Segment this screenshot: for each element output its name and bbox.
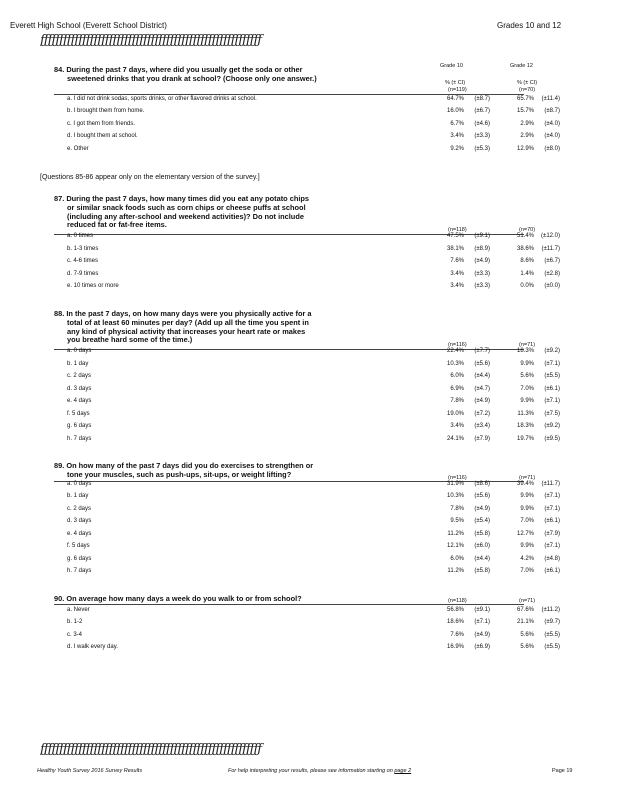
answer-row: [54, 556, 614, 569]
grade-12-ci: (±4.8): [544, 555, 560, 562]
grade-12-n: (n=71): [519, 475, 536, 481]
grade-10-percent: 9.2%: [450, 145, 464, 152]
answer-label: d. I walk every day.: [67, 644, 118, 651]
grade-12-percent: 4.2%: [520, 555, 534, 562]
question-89: [54, 462, 614, 581]
q89-rows: [54, 481, 614, 581]
answer-label: b. 1 day: [67, 360, 89, 367]
grade-10-ci: (±5.6): [474, 360, 490, 367]
grade-10-percent: 9.5%: [450, 518, 464, 525]
grade-10-percent: 47.5%: [446, 233, 464, 240]
answer-row: [54, 398, 614, 411]
answer-label: e. 4 days: [67, 530, 92, 537]
answer-row: [54, 258, 614, 271]
answer-label: g. 6 days: [67, 555, 92, 562]
grade-12-ci: (±11.2): [541, 606, 560, 613]
grade-12-percent: 9.9%: [520, 505, 534, 512]
grade-10-n: (n=119): [448, 87, 467, 93]
grade-12-percent: 7.0%: [520, 568, 534, 575]
question-87-text: 87. During the past 7 days, how many times did you eat any potato chips or similar snack foods such as corn chips or cheese puffs at school (including any after-school and weekend activities)? Do not include reduced fat or fat-free items.: [54, 194, 310, 230]
q88-rows: [54, 348, 614, 448]
answer-row: [54, 348, 614, 361]
grade-10-ci: (±8.9): [474, 245, 490, 252]
grade-10-percent: 64.7%: [446, 95, 464, 102]
grade-10-percent: 11.2%: [447, 568, 464, 575]
answer-label: c. 3-4: [67, 631, 83, 638]
grade-12-ci: (±11.7): [541, 480, 560, 487]
answer-row: [54, 423, 614, 436]
grade-12-ci: (±5.5): [544, 373, 560, 380]
question-88: [54, 310, 614, 448]
grade-12-percent: 9.9%: [520, 398, 534, 405]
answer-label: b. 1-3 times: [67, 245, 99, 252]
answer-row: [54, 481, 614, 494]
grade-12-percent: 38.6%: [516, 245, 534, 252]
grade-10-n: (n=118): [448, 598, 467, 604]
grade-10-ci: (±7.7): [474, 348, 490, 355]
answer-row: [54, 607, 614, 620]
answer-row: [54, 543, 614, 556]
answer-label: a. Never: [67, 606, 90, 613]
grade-10-ci: (±7.9): [474, 435, 490, 442]
grade-12-percent: 5.6%: [520, 373, 534, 380]
grade-10-ci: (±4.9): [474, 505, 490, 512]
grade-12-ci: (±9.2): [544, 423, 560, 430]
grade-10-percent: 10.3%: [446, 360, 464, 367]
question-88-text: 88. In the past 7 days, on how many days were you physically active for a total of at least 60 minutes per day? (Add up all the time you spent in any kind of physical activity that increases your heart rate or makes you breathe hard some of the time.): [54, 309, 312, 345]
grade-10-ci: (±4.6): [474, 120, 490, 127]
grade-12-percent: 8.6%: [520, 258, 534, 265]
answer-label: c. 2 days: [67, 373, 92, 380]
grade-10-percent: 11.2%: [447, 530, 464, 537]
footer-help-text: For help interpreting your results, please see information starting on page 2: [228, 768, 412, 774]
question-89-text: 89. On how many of the past 7 days did you do exercises to strengthen or tone your muscles, such as push-ups, sit-ups, or weight lifting?: [54, 461, 314, 479]
q90-rows: [54, 607, 614, 657]
answer-label: d. 7-9 times: [67, 270, 99, 277]
grade-12-percent: 7.0%: [520, 385, 534, 392]
grade-10-ci: (±5.8): [474, 530, 490, 537]
grade-10-percent: 7.6%: [450, 258, 464, 265]
grade-12-n: (n=71): [519, 598, 536, 604]
grade-10-percent: 7.8%: [450, 505, 464, 512]
answer-label: g. 6 days: [67, 423, 92, 430]
answer-label: h. 7 days: [67, 568, 92, 575]
grade-10-percent: 7.8%: [450, 398, 464, 405]
grade-12-ci: (±6.7): [544, 258, 560, 265]
grade-12-ci: (±6.1): [544, 568, 560, 575]
grade-10-ci: (±7.2): [474, 410, 490, 417]
grade-12-percent: 7.0%: [520, 518, 534, 525]
grade-10-n: (n=116): [448, 475, 467, 481]
grade-12-ci: (±6.1): [544, 518, 560, 525]
grade-10-ci: (±5.4): [474, 518, 490, 525]
grade-12-percent: 65.7%: [516, 95, 534, 102]
grade-10-ci: (±5.6): [474, 493, 490, 500]
grade-12-percent: 5.6%: [520, 631, 534, 638]
answer-label: b. 1 day: [67, 493, 89, 500]
grade-10-percent: 19.0%: [446, 410, 464, 417]
grade-12-pct-label: % (± CI): [517, 80, 538, 86]
answer-label: b. 1-2: [67, 619, 83, 626]
grade-10-percent: 6.0%: [450, 373, 464, 380]
answer-row: [54, 121, 614, 134]
grade-12-percent: 12.7%: [516, 530, 534, 537]
answer-label: h. 7 days: [67, 435, 92, 442]
answer-row: [54, 518, 614, 531]
grade-12-percent: 12.9%: [516, 145, 534, 152]
answer-row: [54, 411, 614, 424]
answer-row: [54, 531, 614, 544]
grade-12-percent: 2.9%: [520, 133, 534, 140]
answer-row: [54, 436, 614, 449]
grade-10-ci: (±6.9): [474, 644, 490, 651]
grade-10-percent: 3.4%: [450, 270, 464, 277]
grade-10-ci: (±8.7): [474, 95, 490, 102]
answer-label: e. Other: [67, 145, 89, 152]
answer-label: a. 0 days: [67, 348, 92, 355]
grade-12-ci: (±4.0): [544, 120, 560, 127]
grade-10-percent: 24.1%: [446, 435, 464, 442]
grade-10-label: Grade 10: [440, 63, 463, 69]
answer-label: c. 4-6 times: [67, 258, 99, 265]
answer-row: [54, 644, 614, 657]
grade-10-percent: 38.1%: [446, 245, 464, 252]
answer-label: e. 10 times or more: [67, 283, 119, 290]
answer-row: [54, 146, 614, 159]
grade-12-n: (n=70): [519, 227, 536, 233]
grade-12-percent: 1.4%: [520, 270, 534, 277]
answer-label: b. I brought them from home.: [67, 108, 145, 115]
question-87: [54, 195, 614, 296]
grades-header: Grades 10 and 12: [497, 21, 562, 30]
grade-12-percent: 39.4%: [516, 480, 534, 487]
grade-12-percent: 19.7%: [516, 435, 534, 442]
table-rule: [54, 604, 524, 605]
answer-row: [54, 96, 614, 109]
grade-12-label: Grade 12: [510, 63, 533, 69]
grade-12-ci: (±7.1): [544, 360, 560, 367]
grade-12-percent: 18.3%: [516, 348, 534, 355]
grade-12-percent: 2.9%: [520, 120, 534, 127]
grade-12-ci: (±7.5): [544, 410, 560, 417]
school-header: Everett High School (Everett School District): [10, 21, 167, 30]
grade-12-percent: 11.3%: [517, 410, 534, 417]
grade-10-percent: 56.8%: [446, 606, 464, 613]
answer-row: [54, 246, 614, 259]
grade-12-percent: 5.6%: [520, 644, 534, 651]
grade-10-percent: 6.0%: [450, 555, 464, 562]
answer-row: [54, 373, 614, 386]
answer-label: a. 0 days: [67, 480, 92, 487]
answer-label: f. 5 days: [67, 543, 90, 550]
grade-10-ci: (±5.3): [474, 145, 490, 152]
answer-label: d. 3 days: [67, 518, 92, 525]
grade-12-ci: (±9.5): [544, 435, 560, 442]
grade-12-ci: (±2.8): [544, 270, 560, 277]
grade-10-ci: (±8.6): [474, 480, 490, 487]
grade-12-ci: (±9.7): [544, 619, 560, 626]
decorative-divider: ƒƒƒƒƒƒƒƒƒƒƒƒƒƒƒƒƒƒƒƒƒƒƒƒƒƒƒƒƒƒƒƒƒƒƒƒƒƒƒƒƒƒƒƒƒƒƒƒƒƒƒƒƒƒƒƒƒƒ: [40, 742, 262, 757]
decorative-divider: ƒƒƒƒƒƒƒƒƒƒƒƒƒƒƒƒƒƒƒƒƒƒƒƒƒƒƒƒƒƒƒƒƒƒƒƒƒƒƒƒƒƒƒƒƒƒƒƒƒƒƒƒƒƒƒƒƒƒ: [40, 33, 262, 48]
grade-10-ci: (±3.4): [474, 423, 490, 430]
grade-10-ci: (±4.4): [474, 555, 490, 562]
grade-12-percent: 9.9%: [520, 543, 534, 550]
grade-12-ci: (±7.1): [544, 505, 560, 512]
answer-row: [54, 283, 614, 296]
answer-row: [54, 493, 614, 506]
grade-10-percent: 31.9%: [446, 480, 464, 487]
grade-12-ci: (±9.2): [544, 348, 560, 355]
grade-12-percent: 0.0%: [520, 283, 534, 290]
answer-row: [54, 133, 614, 146]
grade-10-ci: (±4.4): [474, 373, 490, 380]
grade-12-ci: (±11.4): [541, 95, 560, 102]
answer-row: [54, 386, 614, 399]
grade-12-percent: 67.6%: [516, 606, 534, 613]
grade-12-ci: (±8.0): [544, 145, 560, 152]
answer-label: e. 4 days: [67, 398, 92, 405]
grade-10-ci: (±4.7): [474, 385, 490, 392]
grade-12-ci: (±7.1): [544, 543, 560, 550]
grade-12-ci: (±5.5): [544, 631, 560, 638]
grade-10-ci: (±6.7): [474, 108, 490, 115]
grade-10-n: (n=116): [448, 342, 467, 348]
grade-10-ci: (±9.1): [474, 233, 490, 240]
answer-row: [54, 108, 614, 121]
grade-12-n: (n=70): [519, 87, 536, 93]
answer-row: [54, 361, 614, 374]
grade-12-n: (n=71): [519, 342, 536, 348]
grade-12-ci: (±0.0): [544, 283, 560, 290]
grade-10-percent: 6.7%: [450, 120, 464, 127]
grade-10-percent: 3.4%: [450, 423, 464, 430]
grade-12-ci: (±6.1): [544, 385, 560, 392]
grade-12-ci: (±7.9): [544, 530, 560, 537]
answer-row: [54, 233, 614, 246]
grade-12-percent: 51.4%: [516, 233, 534, 240]
footer-page-link[interactable]: page 2: [394, 768, 412, 774]
question-84-text: 84. During the past 7 days, where did you usually get the soda or other sweetened drinks that you drank at school? (Choose only one answer.): [54, 65, 317, 83]
grade-12-percent: 9.9%: [520, 360, 534, 367]
grade-12-ci: (±7.1): [544, 398, 560, 405]
answer-label: c. 2 days: [67, 505, 92, 512]
answer-label: d. I bought them at school.: [67, 133, 138, 140]
answer-label: a. I did not drink sodas, sports drinks, or other flavored drinks at school.: [67, 95, 257, 102]
answer-label: a. 0 times: [67, 233, 94, 240]
grade-10-percent: 7.6%: [450, 631, 464, 638]
grade-10-percent: 16.9%: [446, 644, 464, 651]
question-90-text: 90. On average how many days a week do you walk to or from school?: [54, 594, 302, 603]
question-90: [54, 595, 614, 657]
grade-10-ci: (±4.9): [474, 631, 490, 638]
grade-10-ci: (±4.9): [474, 398, 490, 405]
grade-10-ci: (±9.1): [474, 606, 490, 613]
grade-12-percent: 21.1%: [516, 619, 534, 626]
grade-10-percent: 12.1%: [446, 543, 464, 550]
grade-10-ci: (±4.9): [474, 258, 490, 265]
grade-10-pct-label: % (± CI): [445, 80, 466, 86]
answer-row: [54, 506, 614, 519]
grade-12-ci: (±4.0): [544, 133, 560, 140]
survey-note: [Questions 85-86 appear only on the elementary version of the survey.]: [40, 174, 260, 181]
grade-10-ci: (±3.3): [474, 283, 490, 290]
q87-rows: [54, 233, 614, 296]
answer-row: [54, 568, 614, 581]
answer-row: [54, 619, 614, 632]
grade-10-percent: 6.9%: [450, 385, 464, 392]
grade-12-percent: 15.7%: [516, 108, 534, 115]
grade-10-percent: 18.6%: [446, 619, 464, 626]
grade-12-ci: (±7.1): [544, 493, 560, 500]
grade-10-percent: 10.3%: [446, 493, 464, 500]
grade-12-percent: 18.3%: [516, 423, 534, 430]
grade-10-ci: (±6.0): [474, 543, 490, 550]
grade-10-ci: (±3.3): [474, 270, 490, 277]
grade-10-n: (n=118): [448, 227, 467, 233]
grade-12-ci: (±11.7): [541, 245, 560, 252]
grade-10-percent: 16.0%: [446, 108, 464, 115]
question-84: [54, 63, 614, 158]
grade-10-ci: (±3.3): [474, 133, 490, 140]
grade-12-ci: (±12.0): [541, 233, 560, 240]
grade-12-ci: (±8.7): [544, 108, 560, 115]
grade-12-percent: 9.9%: [520, 493, 534, 500]
answer-label: d. 3 days: [67, 385, 92, 392]
grade-10-percent: 3.4%: [450, 283, 464, 290]
grade-10-percent: 22.4%: [446, 348, 464, 355]
footer-survey-title: Healthy Youth Survey 2016 Survey Results: [37, 768, 143, 774]
grade-10-ci: (±5.8): [474, 568, 490, 575]
grade-10-percent: 3.4%: [450, 133, 464, 140]
grade-10-ci: (±7.1): [474, 619, 490, 626]
answer-row: [54, 271, 614, 284]
answer-row: [54, 632, 614, 645]
page-number: Page 19: [552, 768, 573, 774]
grade-12-ci: (±5.5): [544, 644, 560, 651]
answer-label: f. 5 days: [67, 410, 90, 417]
answer-label: c. I got them from friends.: [67, 120, 136, 127]
q84-rows: [54, 96, 614, 159]
